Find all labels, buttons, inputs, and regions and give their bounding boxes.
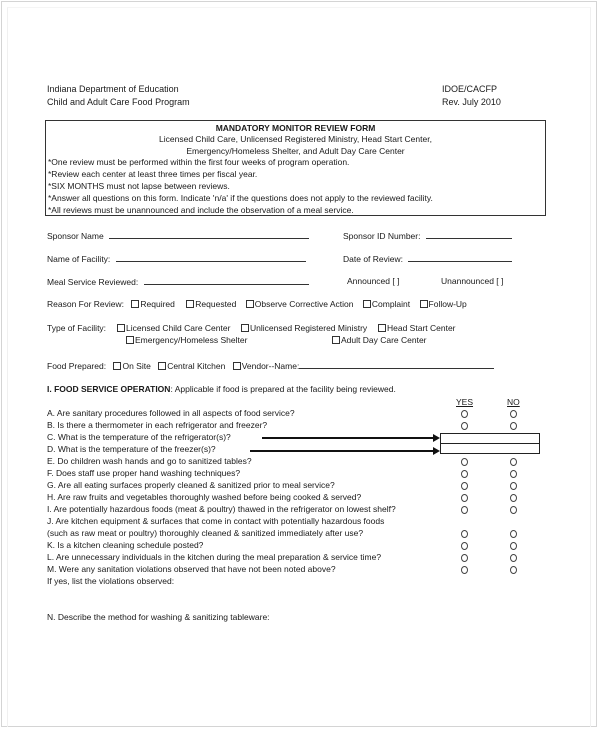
radio-yes-b[interactable] (461, 422, 468, 430)
question-e: E. Do children wash hands and go to sanitized tables? (47, 456, 252, 466)
arrow-icon (250, 450, 434, 452)
radio-no-f[interactable] (510, 470, 517, 478)
reason-required-option[interactable]: Required (131, 299, 175, 309)
question-h: H. Are raw fruits and vegetables thoroughly washed before being cooked & served? (47, 492, 362, 502)
reason-follow-up-option[interactable]: Follow-Up (420, 299, 467, 309)
radio-no-e[interactable] (510, 458, 517, 466)
revision-date: Rev. July 2010 (442, 97, 501, 107)
checkbox-icon[interactable] (113, 362, 121, 370)
date-of-review-label: Date of Review: (343, 254, 403, 264)
question-k: K. Is a kitchen cleaning schedule posted? (47, 540, 204, 550)
question-b: B. Is there a thermometer in each refrigerator and freezer? (47, 420, 268, 430)
type-of-facility-label: Type of Facility: (47, 323, 107, 333)
radio-yes-e[interactable] (461, 458, 468, 466)
radio-no-b[interactable] (510, 422, 517, 430)
radio-no-m[interactable] (510, 566, 517, 574)
facility-unlicensed-option[interactable]: Unlicensed Registered Ministry (241, 323, 367, 334)
checkbox-icon[interactable] (420, 300, 428, 308)
question-n: N. Describe the method for washing & sanitizing tableware: (47, 612, 270, 622)
question-m-followup: If yes, list the violations observed: (47, 576, 175, 586)
announced-checkbox[interactable]: Announced [ ] (347, 276, 400, 286)
radio-yes-a[interactable] (461, 410, 468, 418)
radio-no-l[interactable] (510, 554, 517, 562)
radio-yes-i[interactable] (461, 506, 468, 514)
food-vendor-option[interactable]: Vendor--Name: (233, 361, 300, 371)
radio-yes-f[interactable] (461, 470, 468, 478)
radio-no-i[interactable] (510, 506, 517, 514)
question-d: D. What is the temperature of the freezer(s)? (47, 444, 216, 454)
question-m: M. Were any sanitation violations observed that have not been noted above? (47, 564, 336, 574)
no-column-header: NO (507, 397, 520, 407)
sponsor-name-label: Sponsor Name (47, 231, 104, 241)
reason-requested-option[interactable]: Requested (186, 299, 236, 309)
department-name: Indiana Department of Education (47, 84, 179, 94)
checkbox-icon[interactable] (246, 300, 254, 308)
radio-yes-l[interactable] (461, 554, 468, 562)
question-c: C. What is the temperature of the refrigerator(s)? (47, 432, 231, 442)
program-name: Child and Adult Care Food Program (47, 97, 190, 107)
checkbox-icon[interactable] (378, 324, 386, 332)
radio-yes-j[interactable] (461, 530, 468, 538)
radio-yes-h[interactable] (461, 494, 468, 502)
instruction-note: *Answer all questions on this form. Indicate 'n/a' if the questions does not apply to the reviewed facility. (48, 193, 433, 203)
checkbox-icon[interactable] (117, 324, 125, 332)
radio-yes-k[interactable] (461, 542, 468, 550)
facility-name-label: Name of Facility: (47, 254, 111, 264)
checkbox-icon[interactable] (126, 336, 134, 344)
question-l: L. Are unnecessary individuals in the kitchen during the meal preparation & service time? (47, 552, 382, 562)
reason-corrective-action-option[interactable]: Observe Corrective Action (246, 299, 354, 309)
sponsor-id-field[interactable] (426, 230, 512, 239)
question-i: I. Are potentially hazardous foods (meat & poultry) thawed in the refrigerator on lowest shelf? (47, 504, 396, 514)
meal-service-field[interactable] (144, 276, 309, 285)
radio-no-h[interactable] (510, 494, 517, 502)
form-instructions-box (45, 120, 546, 216)
reason-for-review-label: Reason For Review: (47, 299, 125, 309)
form-subtitle-1: Licensed Child Care, Unlicensed Registered Ministry, Head Start Center, (159, 134, 432, 144)
food-prepared-row (47, 360, 494, 372)
facility-emergency-shelter-option[interactable]: Emergency/Homeless Shelter (126, 335, 247, 346)
checkbox-icon[interactable] (158, 362, 166, 370)
section-heading (47, 384, 396, 395)
instruction-note: *All reviews must be unannounced and include the observation of a meal service. (48, 205, 354, 215)
form-subtitle-2: Emergency/Homeless Shelter, and Adult Day Care Center (186, 146, 405, 156)
food-on-site-option[interactable]: On Site (113, 361, 150, 371)
sponsor-id-label: Sponsor ID Number: (343, 231, 421, 241)
question-g: G. Are all eating surfaces properly cleaned & sanitized prior to meal service? (47, 480, 335, 490)
sponsor-name-field[interactable] (109, 230, 309, 239)
reason-for-review-row (47, 299, 467, 310)
instruction-note: *SIX MONTHS must not lapse between reviews. (48, 181, 230, 191)
meal-service-label: Meal Service Reviewed: (47, 277, 139, 287)
instruction-note: *Review each center at least three times per fiscal year. (48, 169, 258, 179)
checkbox-icon[interactable] (241, 324, 249, 332)
checkbox-icon[interactable] (332, 336, 340, 344)
food-prepared-label: Food Prepared: (47, 361, 107, 371)
radio-yes-m[interactable] (461, 566, 468, 574)
food-central-kitchen-option[interactable]: Central Kitchen (158, 361, 225, 371)
facility-licensed-option[interactable]: Licensed Child Care Center (117, 323, 230, 334)
question-f: F. Does staff use proper hand washing techniques? (47, 468, 241, 478)
radio-no-a[interactable] (510, 410, 517, 418)
form-title: MANDATORY MONITOR REVIEW FORM (215, 123, 376, 133)
arrow-icon (262, 437, 434, 439)
date-of-review-field[interactable] (408, 253, 512, 262)
section-title: I. FOOD SERVICE OPERATION (47, 384, 171, 394)
reason-complaint-option[interactable]: Complaint (363, 299, 410, 309)
radio-no-j[interactable] (510, 530, 517, 538)
yes-column-header: YES (456, 397, 474, 407)
unannounced-checkbox[interactable]: Unannounced [ ] (441, 276, 504, 286)
checkbox-icon[interactable] (131, 300, 139, 308)
vendor-name-field[interactable] (299, 360, 494, 369)
question-j: J. Are kitchen equipment & surfaces that come in contact with potentially hazardous foods (47, 516, 385, 526)
freezer-temperature-field[interactable] (440, 443, 540, 454)
section-description: : Applicable if food is prepared at the facility being reviewed. (170, 384, 396, 394)
instruction-note: *One review must be performed within the first four weeks of program operation. (48, 157, 350, 167)
checkbox-icon[interactable] (186, 300, 194, 308)
radio-yes-g[interactable] (461, 482, 468, 490)
form-code: IDOE/CACFP (442, 84, 498, 94)
facility-name-field[interactable] (116, 253, 306, 262)
question-j-continued: (such as raw meat or poultry) thoroughly cleaned & sanitized immediately after use? (47, 528, 364, 538)
checkbox-icon[interactable] (363, 300, 371, 308)
question-a: A. Are sanitary procedures followed in all aspects of food service? (47, 408, 295, 418)
facility-adult-day-care-option[interactable]: Adult Day Care Center (332, 335, 427, 346)
checkbox-icon[interactable] (233, 362, 241, 370)
facility-head-start-option[interactable]: Head Start Center (378, 323, 456, 334)
radio-no-k[interactable] (510, 542, 517, 550)
radio-no-g[interactable] (510, 482, 517, 490)
